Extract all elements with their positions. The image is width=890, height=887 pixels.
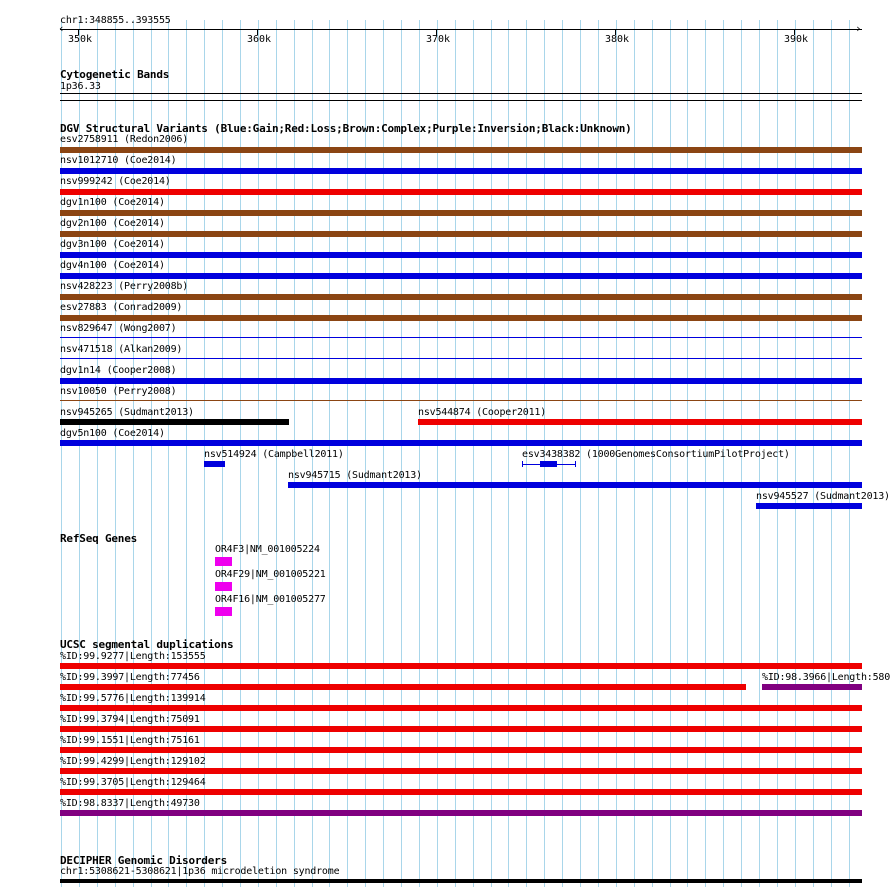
track-title-refseq-genes: RefSeq Genes: [60, 532, 138, 545]
dgv-cap-right-esv3438382: [575, 461, 576, 467]
segdup-row-bar[interactable]: [60, 789, 862, 795]
gene-label-or4f29: OR4F29|NM_001005221: [215, 569, 326, 580]
segdup-side-label: %ID:98.3966|Length:580: [762, 672, 890, 683]
dgv-bar-nsv544874[interactable]: [418, 419, 862, 425]
dgv-row-bar[interactable]: [60, 378, 862, 384]
dgv-row-bar[interactable]: [60, 315, 862, 321]
segdup-row-label: %ID:98.8337|Length:49730: [60, 798, 200, 809]
dgv-row-label: nsv471518 (Alkan2009): [60, 344, 183, 355]
dgv-row-label: nsv428223 (Perry2008b): [60, 281, 189, 292]
dgv-row-bar[interactable]: [60, 147, 862, 153]
dgv-label-esv3438382: esv3438382 (1000GenomesConsortiumPilotProject): [522, 449, 790, 460]
segdup-row-label: %ID:99.9277|Length:153555: [60, 651, 206, 662]
dgv-bar-nsv945265[interactable]: [60, 419, 289, 425]
gene-bar-or4f3[interactable]: [215, 557, 232, 566]
dgv-row-label: dgv4n100 (Coe2014): [60, 260, 165, 271]
ruler-right-arrow-icon[interactable]: ›: [855, 22, 862, 35]
cytoband-bar-bottom[interactable]: [60, 100, 862, 101]
dgv-bar-nsv945527[interactable]: [756, 503, 862, 509]
ruler-range-label: chr1:348855..393555: [60, 15, 171, 26]
gene-label-or4f3: OR4F3|NM_001005224: [215, 544, 320, 555]
dgv-row-bar[interactable]: [60, 294, 862, 300]
ruler-tick-label: 360k: [247, 34, 272, 45]
segdup-row-bar[interactable]: [60, 768, 862, 774]
track-title-dgv: DGV Structural Variants (Blue:Gain;Red:Loss;Brown:Complex;Purple:Inversion;Black:Unknown): [60, 122, 632, 135]
ruler-tick-label: 380k: [605, 34, 630, 45]
dgv-label-nsv514924: nsv514924 (Campbell2011): [204, 449, 344, 460]
dgv-row-label: nsv10050 (Perry2008): [60, 386, 177, 397]
dgv-label-nsv945265: nsv945265 (Sudmant2013): [60, 407, 194, 418]
decipher-entry-label: chr1:5308621-5308621|1p36 microdeletion syndrome: [60, 866, 340, 877]
dgv-cap-left-esv3438382: [522, 461, 523, 467]
dgv-row-bar[interactable]: [60, 189, 862, 195]
ruler-axis: [60, 29, 862, 30]
segdup-row-label: %ID:99.1551|Length:75161: [60, 735, 200, 746]
dgv-row-label: esv2758911 (Redon2006): [60, 134, 189, 145]
dgv-row-bar[interactable]: [60, 273, 862, 279]
dgv-row-label: dgv1n100 (Coe2014): [60, 197, 165, 208]
dgv-row-label: dgv3n100 (Coe2014): [60, 239, 165, 250]
dgv-row-bar[interactable]: [60, 337, 862, 338]
gene-bar-or4f16[interactable]: [215, 607, 232, 616]
decipher-bar[interactable]: [60, 879, 862, 883]
dgv-row-bar[interactable]: [60, 210, 862, 216]
segdup-row-label: %ID:99.3705|Length:129464: [60, 777, 206, 788]
dgv-row-bar[interactable]: [60, 168, 862, 174]
cytoband-label: 1p36.33: [60, 81, 101, 92]
ruler-tick-label: 370k: [426, 34, 451, 45]
segdup-row-label: %ID:99.4299|Length:129102: [60, 756, 206, 767]
track-title-decipher: DECIPHER Genomic Disorders: [60, 854, 227, 867]
dgv-label-nsv945527: nsv945527 (Sudmant2013): [756, 491, 890, 502]
dgv-bar-nsv514924[interactable]: [204, 461, 225, 467]
dgv-row-bar[interactable]: [60, 400, 862, 401]
dgv-label-nsv945715: nsv945715 (Sudmant2013): [288, 470, 422, 481]
dgv-row-label: nsv999242 (Coe2014): [60, 176, 171, 187]
segdup-row-bar[interactable]: [60, 810, 862, 816]
dgv-row-label: nsv1012710 (Coe2014): [60, 155, 177, 166]
dgv-row-label: nsv829647 (Wong2007): [60, 323, 177, 334]
dgv-label-dgv5n100: dgv5n100 (Coe2014): [60, 428, 165, 439]
cytoband-bar-top[interactable]: [60, 93, 862, 94]
segdup-row-label: %ID:99.3997|Length:77456: [60, 672, 200, 683]
segdup-row-bar[interactable]: [60, 747, 862, 753]
segdup-row-bar[interactable]: [60, 663, 862, 669]
segdup-side-bar[interactable]: [762, 684, 862, 690]
dgv-row-label: dgv1n14 (Cooper2008): [60, 365, 177, 376]
segdup-row-bar[interactable]: [60, 684, 746, 690]
gene-label-or4f16: OR4F16|NM_001005277: [215, 594, 326, 605]
segdup-row-label: %ID:99.3794|Length:75091: [60, 714, 200, 725]
dgv-row-label: dgv2n100 (Coe2014): [60, 218, 165, 229]
dgv-row-bar[interactable]: [60, 252, 862, 258]
dgv-row-bar[interactable]: [60, 231, 862, 237]
ruler-tick-label: 350k: [68, 34, 93, 45]
track-title-cytogenetic-bands: Cytogenetic Bands: [60, 68, 170, 81]
segdup-row-bar[interactable]: [60, 705, 862, 711]
dgv-label-nsv544874: nsv544874 (Cooper2011): [418, 407, 547, 418]
segdup-row-label: %ID:99.5776|Length:139914: [60, 693, 206, 704]
dgv-bar-esv3438382[interactable]: [540, 461, 557, 467]
gene-bar-or4f29[interactable]: [215, 582, 232, 591]
ruler-left-arrow-icon[interactable]: ‹: [58, 22, 65, 35]
dgv-row-label: esv27883 (Conrad2009): [60, 302, 183, 313]
dgv-bar-dgv5n100[interactable]: [60, 440, 862, 446]
track-title-segmental-duplications: UCSC segmental duplications: [60, 638, 234, 651]
segdup-row-bar[interactable]: [60, 726, 862, 732]
dgv-row-bar[interactable]: [60, 358, 862, 359]
ruler-tick-label: 390k: [784, 34, 809, 45]
dgv-bar-nsv945715[interactable]: [288, 482, 862, 488]
